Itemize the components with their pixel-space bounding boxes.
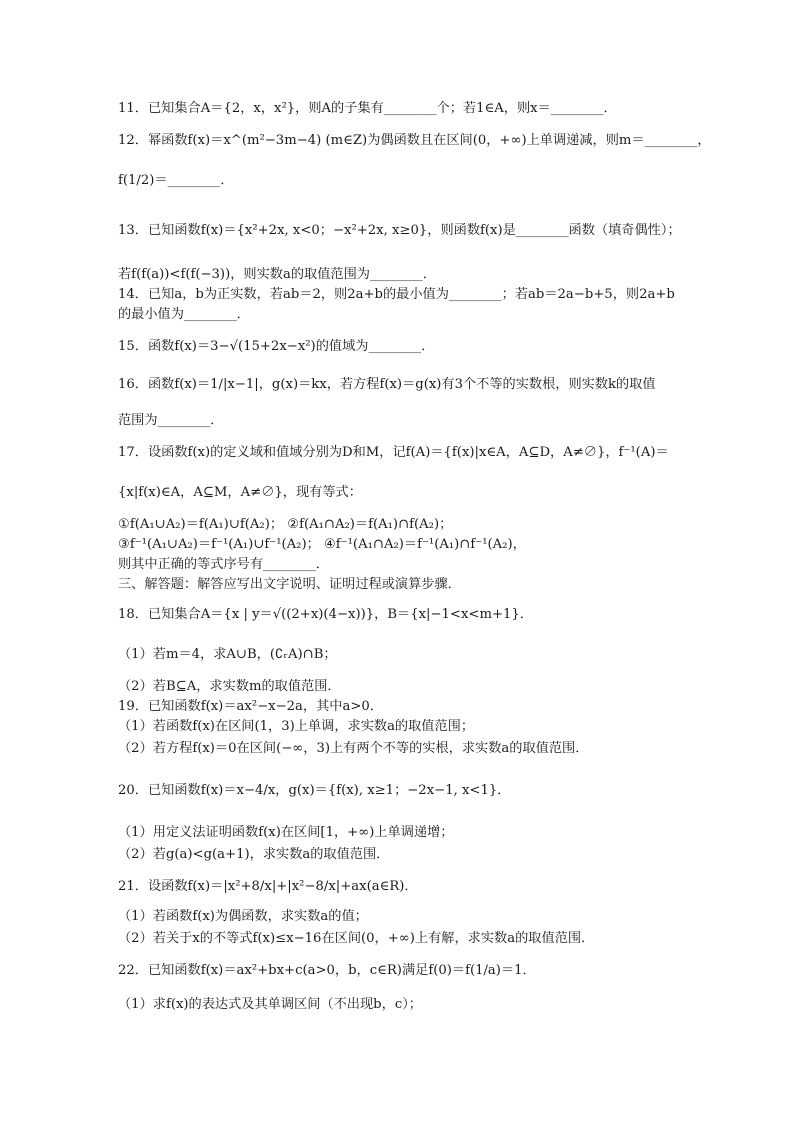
q20-part1: （1）用定义法证明函数f(x)在区间[1，+∞)上单调递增；	[118, 825, 454, 840]
q16: 16．函数f(x)＝1/|x−1|，g(x)＝kx，若方程f(x)＝g(x)有3个不等的实数根，则实数k的取值	[118, 377, 656, 392]
q13-cont: 若f(f(a))<f(f(−3))，则实数a的取值范围为________．	[118, 267, 436, 282]
q16-cont: 范围为________．	[118, 413, 224, 428]
q19-part2: （2）若方程f(x)＝0在区间(−∞，3)上有两个不等的实根，求实数a的取值范围．	[118, 741, 589, 756]
q14: 14．已知a，b为正实数，若ab＝2，则2a+b的最小值为________；若ab＝2a−b+5，则2a+b	[118, 287, 675, 302]
q19: 19．已知函数f(x)＝ax²−x−2a，其中a>0．	[118, 699, 383, 714]
q15: 15．函数f(x)＝3−√(15+2x−x²)的值域为________．	[118, 339, 435, 354]
q17-eq-1-2: ①f(A₁∪A₂)＝f(A₁)∪f(A₂)； ②f(A₁∩A₂)＝f(A₁)∩f(A₂)；	[118, 517, 453, 532]
q21-part2: （2）若关于x的不等式f(x)≤x−16在区间(0，+∞)上有解，求实数a的取值范围．	[118, 931, 595, 946]
q14-cont: 的最小值为________．	[118, 307, 250, 322]
q17-cont: {x|f(x)∈A，A⊆M，A≠∅}，现有等式：	[118, 485, 362, 500]
q21-part1: （1）若函数f(x)为偶函数，求实数a的值；	[118, 909, 368, 924]
q18: 18．已知集合A＝{x | y＝√((2+x)(4−x))}，B＝{x|−1<x<m+1}．	[118, 607, 533, 622]
q20: 20．已知函数f(x)＝x−4/x，g(x)＝{f(x), x≥1；−2x−1, x<1}．	[118, 783, 511, 798]
q22: 22．已知函数f(x)＝ax²+bx+c(a>0，b，c∈R)满足f(0)＝f(1/a)＝1．	[118, 963, 536, 978]
q17-answer: 则其中正确的等式序号有________．	[118, 557, 329, 572]
q12: 12．幂函数f(x)＝x^(m²−3m−4) (m∈Z)为偶函数且在区间(0，+∞)上单调递减，则m＝________，	[118, 133, 711, 148]
q17: 17．设函数f(x)的定义域和值域分别为D和M，记f(A)＝{f(x)|x∈A，A⊆D，A≠∅}，f⁻¹(A)＝	[118, 445, 669, 460]
q13: 13．已知函数f(x)＝{x²+2x, x<0；−x²+2x, x≥0}，则函数f(x)是________函数（填奇偶性）；	[118, 223, 681, 238]
q21: 21．设函数f(x)＝|x²+8/x|+|x²−8/x|+ax(a∈R)．	[118, 879, 418, 894]
q17-eq-3-4: ③f⁻¹(A₁∪A₂)＝f⁻¹(A₁)∪f⁻¹(A₂)； ④f⁻¹(A₁∩A₂)＝f⁻¹(A₁)∩f⁻¹(A₂)，	[118, 537, 526, 552]
q19-part1: （1）若函数f(x)在区间(1，3)上单调，求实数a的取值范围；	[118, 719, 475, 734]
q18-part1: （1）若m＝4，求A∪B，(∁ᵣA)∩B；	[118, 647, 337, 662]
q12-cont: f(1/2)＝________．	[118, 173, 234, 188]
q11: 11．已知集合A＝{2，x，x²}，则A的子集有________个；若1∈A，则x＝________．	[118, 101, 617, 116]
section-heading: 三、解答题：解答应写出文字说明、证明过程或演算步骤．	[118, 577, 461, 592]
q22-part1: （1）求f(x)的表达式及其单调区间（不出现b，c）；	[118, 997, 422, 1012]
q20-part2: （2）若g(a)<g(a+1)，求实数a的取值范围．	[118, 847, 390, 862]
q18-part2: （2）若B⊆A，求实数m的取值范围．	[118, 679, 341, 694]
